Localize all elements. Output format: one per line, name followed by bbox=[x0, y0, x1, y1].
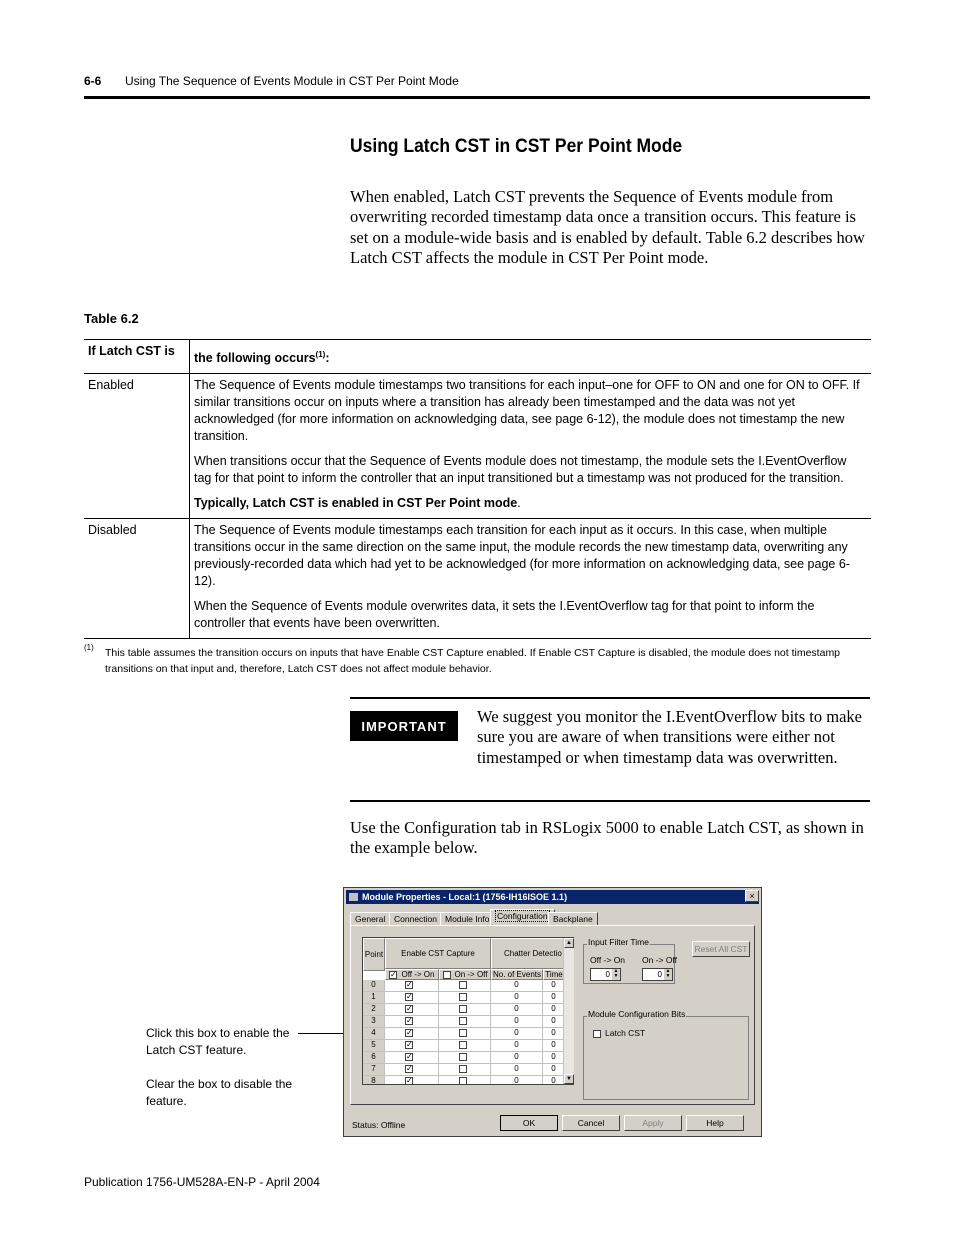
grid-on-off-cell[interactable] bbox=[439, 1016, 491, 1028]
checkbox-icon[interactable] bbox=[459, 993, 467, 1001]
footnote-ref: (1) bbox=[315, 350, 326, 359]
grid-subheader-events: No. of Events bbox=[492, 970, 542, 979]
grid-time-cell: 0 bbox=[543, 1028, 565, 1040]
callout-disable: Clear the box to disable the feature. bbox=[146, 1077, 293, 1108]
grid-point-cell: 8 bbox=[363, 1076, 385, 1085]
publication-footer: Publication 1756-UM528A-EN-P - April 2004 bbox=[84, 1175, 320, 1189]
checked-checkbox-icon[interactable]: ✓ bbox=[406, 980, 413, 989]
description-paragraph bbox=[194, 495, 867, 512]
checkbox-icon[interactable] bbox=[459, 1029, 467, 1037]
module-config-bits-label: Module Configuration Bits bbox=[588, 1009, 686, 1019]
grid-off-on-cell[interactable] bbox=[385, 1040, 439, 1052]
important-bottom-rule bbox=[350, 800, 870, 802]
off-on-filter-stepper[interactable] bbox=[590, 968, 621, 981]
emphasis-tail: . bbox=[517, 496, 521, 511]
checked-checkbox-icon[interactable]: ✓ bbox=[406, 992, 413, 1001]
reset-all-cst-button[interactable]: Reset All CST bbox=[692, 941, 750, 957]
ok-button[interactable]: OK bbox=[500, 1115, 558, 1131]
description-paragraph: When the Sequence of Events module overwrites data, it sets the I.EventOverflow tag for that point to inform the controller that events have been overwritten. bbox=[194, 599, 815, 631]
checked-checkbox-icon[interactable]: ✓ bbox=[406, 1076, 413, 1085]
latch-cst-table bbox=[84, 339, 871, 639]
col-header-latch: If Latch CST is bbox=[84, 340, 190, 374]
grid-time-cell: 0 bbox=[543, 1052, 565, 1064]
on-off-filter-value: 0 bbox=[657, 970, 662, 979]
grid-point-cell: 0 bbox=[363, 980, 385, 992]
grid-point-cell: 6 bbox=[363, 1052, 385, 1064]
close-icon[interactable]: × bbox=[745, 890, 759, 902]
grid-on-off-cell[interactable] bbox=[439, 980, 491, 992]
grid-off-on-cell[interactable] bbox=[385, 1076, 439, 1085]
grid-time-cell: 0 bbox=[543, 980, 565, 992]
grid-point-cell: 3 bbox=[363, 1016, 385, 1028]
input-filter-label: Input Filter Time bbox=[588, 937, 649, 947]
grid-point-cell: 1 bbox=[363, 992, 385, 1004]
tab-module-info[interactable]: Module Info bbox=[440, 912, 494, 926]
checkbox-icon: ✓ bbox=[390, 970, 397, 979]
off-on-label: Off -> On bbox=[590, 955, 626, 965]
dialog-title: Module Properties - Local:1 (1756-IH16ISOE 1.1) bbox=[362, 892, 568, 902]
grid-subheader-off-on[interactable] bbox=[385, 969, 439, 980]
table-caption: Table 6.2 bbox=[84, 311, 139, 326]
grid-events-cell: 0 bbox=[491, 1028, 543, 1040]
grid-point-cell: 4 bbox=[363, 1028, 385, 1040]
grid-scrollbar[interactable] bbox=[563, 938, 574, 1084]
checkbox-icon[interactable] bbox=[459, 1005, 467, 1013]
description-paragraph: The Sequence of Events module timestamps two transitions for each input–one for OFF to ON and one for ON to OFF. If similar transitions occur on inputs where a transition has already been timestamped and the data was not yet acknowledged (for more information on acknowledging data, see page 6-12), the module does not timestamp the new transition. bbox=[194, 378, 860, 444]
grid-events-cell: 0 bbox=[491, 1016, 543, 1028]
grid-on-off-cell[interactable] bbox=[439, 1052, 491, 1064]
stepper-arrows-icon[interactable]: ▲ ▼ bbox=[613, 968, 619, 979]
grid-subheader-on-off[interactable] bbox=[439, 969, 491, 980]
checkbox-icon[interactable] bbox=[459, 1017, 467, 1025]
module-icon bbox=[349, 893, 358, 901]
grid-time-cell: 0 bbox=[543, 1076, 565, 1085]
grid-point-cell: 2 bbox=[363, 1004, 385, 1016]
grid-off-on-cell[interactable] bbox=[385, 1064, 439, 1076]
tab-connection[interactable]: Connection bbox=[389, 912, 442, 926]
grid-header-chatter: Chatter Detectio bbox=[491, 938, 565, 969]
on-off-label: On -> Off bbox=[642, 955, 678, 965]
grid-off-on-cell[interactable] bbox=[385, 1004, 439, 1016]
intro-paragraph: When enabled, Latch CST prevents the Sequence of Events module from overwriting recorded timestamp data once a transition occurs. This feature is set on a module-wide basis and is enabled by default. Table 6.2 describes how Latch CST affects the module in CST Per Point mode. bbox=[350, 187, 865, 268]
header-rule bbox=[84, 96, 870, 99]
grid-on-off-cell[interactable] bbox=[439, 1064, 491, 1076]
grid-events-cell: 0 bbox=[491, 992, 543, 1004]
grid-off-on-cell[interactable] bbox=[385, 1028, 439, 1040]
latch-cst-checkbox[interactable] bbox=[593, 1030, 601, 1038]
tab-configuration-label: Configuration bbox=[497, 911, 548, 921]
checkbox-icon[interactable] bbox=[459, 981, 467, 989]
checked-checkbox-icon[interactable]: ✓ bbox=[406, 1028, 413, 1037]
grid-subheader-off-on-label: Off -> On bbox=[401, 970, 435, 979]
description-paragraph: When transitions occur that the Sequence of Events module does not timestamp, the module sets the I.EventOverflow tag for that point to inform the controller that an input transitioned but a timestamp was not produced for the transition. bbox=[194, 454, 847, 486]
checkbox-icon[interactable] bbox=[459, 1053, 467, 1061]
scroll-up-icon[interactable]: ▲ bbox=[564, 938, 574, 948]
grid-on-off-cell[interactable] bbox=[439, 1076, 491, 1085]
callout-enable: Click this box to enable the Latch CST feature. bbox=[146, 1026, 290, 1057]
grid-on-off-cell[interactable] bbox=[439, 1004, 491, 1016]
checked-checkbox-icon[interactable]: ✓ bbox=[406, 1040, 413, 1049]
grid-point-cell: 7 bbox=[363, 1064, 385, 1076]
grid-time-cell: 0 bbox=[543, 1040, 565, 1052]
grid-events-cell: 0 bbox=[491, 1052, 543, 1064]
off-on-filter-value: 0 bbox=[605, 970, 610, 979]
grid-off-on-cell[interactable] bbox=[385, 1016, 439, 1028]
checked-checkbox-icon[interactable]: ✓ bbox=[406, 1064, 413, 1073]
footnote-mark: (1) bbox=[84, 643, 94, 652]
grid-header-point: Point bbox=[363, 938, 385, 971]
grid-events-cell: 0 bbox=[491, 1040, 543, 1052]
on-off-filter-stepper[interactable] bbox=[642, 968, 673, 981]
page-number: 6-6 bbox=[84, 74, 102, 88]
grid-on-off-cell[interactable] bbox=[439, 1028, 491, 1040]
help-button[interactable]: Help bbox=[686, 1115, 744, 1131]
checkbox-icon[interactable] bbox=[459, 1065, 467, 1073]
tab-configuration[interactable] bbox=[490, 909, 555, 926]
latch-cst-label: Latch CST bbox=[605, 1028, 646, 1038]
col-header-result-text: the following occurs bbox=[194, 351, 316, 366]
checkbox-icon[interactable] bbox=[459, 1077, 467, 1085]
grid-header-enable: Enable CST Capture bbox=[385, 938, 491, 969]
grid-events-cell: 0 bbox=[491, 980, 543, 992]
col-header-result bbox=[190, 340, 872, 374]
state-cell: Enabled bbox=[84, 374, 190, 519]
table-row bbox=[84, 519, 871, 639]
important-top-rule bbox=[350, 697, 870, 699]
grid-off-on-cell[interactable] bbox=[385, 980, 439, 992]
checked-checkbox-icon[interactable]: ✓ bbox=[406, 1016, 413, 1025]
cancel-button[interactable]: Cancel bbox=[562, 1115, 620, 1131]
state-cell: Disabled bbox=[84, 519, 190, 639]
scroll-down-icon[interactable]: ▼ bbox=[564, 1074, 574, 1084]
grid-time-cell: 0 bbox=[543, 992, 565, 1004]
apply-button[interactable]: Apply bbox=[624, 1115, 682, 1131]
table-header-row bbox=[84, 340, 871, 374]
config-paragraph: Use the Configuration tab in RSLogix 5000 to enable Latch CST, as shown in the example below. bbox=[350, 818, 864, 858]
status-text: Status: Offline bbox=[352, 1120, 406, 1130]
grid-events-cell: 0 bbox=[491, 1076, 543, 1085]
grid-off-on-cell[interactable] bbox=[385, 1052, 439, 1064]
grid-events-cell: 0 bbox=[491, 1004, 543, 1016]
grid-time-cell: 0 bbox=[543, 1004, 565, 1016]
dialog-title-bar bbox=[346, 890, 759, 904]
emphasis-text: Typically, Latch CST is enabled in CST Per Point mode bbox=[194, 496, 518, 511]
checkbox-icon[interactable] bbox=[459, 1041, 467, 1049]
checked-checkbox-icon[interactable]: ✓ bbox=[406, 1052, 413, 1061]
grid-subheader-time: Time bbox=[543, 969, 565, 980]
grid-subheader-on-off-label: On -> Off bbox=[454, 970, 488, 979]
grid-time-cell: 0 bbox=[543, 1016, 565, 1028]
important-badge: IMPORTANT bbox=[350, 711, 458, 741]
description-cell bbox=[190, 519, 872, 639]
description-cell bbox=[190, 374, 872, 519]
stepper-arrows-icon[interactable]: ▲ ▼ bbox=[665, 968, 671, 979]
checked-checkbox-icon[interactable]: ✓ bbox=[406, 1004, 413, 1013]
footnote-text: This table assumes the transition occurs on inputs that have Enable CST Capture enabled. If Enable CST Capture is disabled, the module does not timestamp transitions on that input and, therefore, Latch CST does not affect module behavior. bbox=[105, 647, 841, 675]
important-text: We suggest you monitor the I.EventOverflow bits to make sure you are aware of when transitions were either not timestamped or when timestamp data was overwritten. bbox=[477, 707, 862, 767]
grid-on-off-cell[interactable] bbox=[439, 1040, 491, 1052]
tab-backplane[interactable]: Backplane bbox=[548, 912, 598, 926]
table-row bbox=[84, 374, 871, 519]
description-paragraph: The Sequence of Events module timestamps each transition for each input as it occurs. In this case, when multiple transitions occur in the same direction on the same input, the module records the new timestamp data, overwriting any previously-recorded data which had yet to be acknowledged (for more information on acknowledging data, see page 6-12). bbox=[194, 523, 850, 589]
chapter-title: Using The Sequence of Events Module in CST Per Point Mode bbox=[125, 74, 459, 88]
section-title: Using Latch CST in CST Per Point Mode bbox=[350, 136, 683, 157]
grid-on-off-cell[interactable] bbox=[439, 992, 491, 1004]
col-header-result-suffix: : bbox=[325, 351, 330, 366]
grid-events-cell: 0 bbox=[491, 1064, 543, 1076]
module-properties-dialog bbox=[343, 887, 762, 1137]
grid-time-cell: 0 bbox=[543, 1064, 565, 1076]
checkbox-icon bbox=[443, 971, 451, 979]
grid-off-on-cell[interactable] bbox=[385, 992, 439, 1004]
tab-general[interactable]: General bbox=[350, 912, 390, 926]
cst-capture-grid bbox=[362, 937, 574, 1085]
grid-point-cell: 5 bbox=[363, 1040, 385, 1052]
